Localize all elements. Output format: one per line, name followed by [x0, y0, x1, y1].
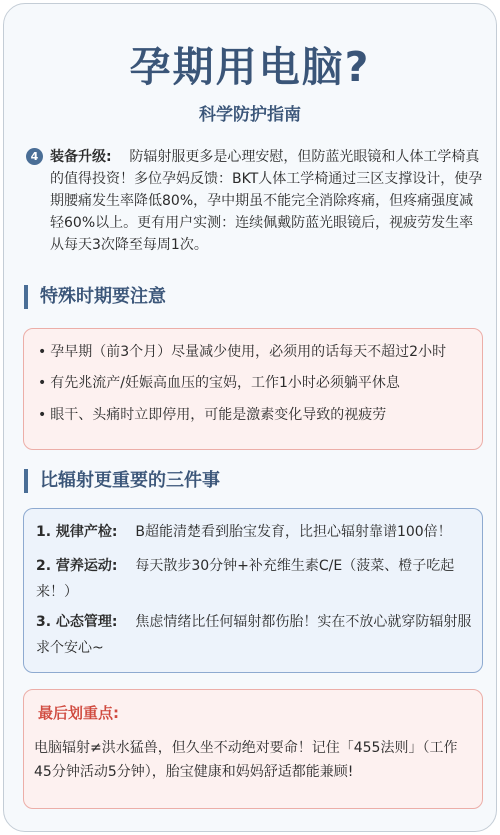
- three-things-box: [23, 508, 483, 673]
- special-period-box: [23, 328, 483, 450]
- list-item: [36, 609, 472, 661]
- list-item: • 眼干、头痛时立即停用，可能是激素变化导致的视疲劳: [38, 407, 387, 423]
- list-item: [36, 519, 472, 545]
- bullet-text: 眼干、头痛时立即停用，可能是激素变化导致的视疲劳: [50, 407, 387, 423]
- equipment-upgrade-label: 装备升级:: [50, 149, 112, 165]
- item-text: 焦虑情绪比任何辐射都伤胎！实在不放心就穿防辐射服求个安心~: [36, 614, 472, 656]
- page-title: 孕期用电脑?: [129, 43, 371, 91]
- key-points-title: 最后划重点:: [38, 704, 119, 722]
- key-points-box: [23, 689, 483, 809]
- section-heading-special: 特殊时期要注意: [24, 285, 166, 309]
- equipment-upgrade-text: [50, 146, 486, 256]
- item-text: 每天散步30分钟+补充维生素C/E（菠菜、橙子吃起来！）: [36, 558, 455, 600]
- item-text: B超能清楚看到胎宝发育，比担心辐射靠谱100倍！: [135, 524, 452, 540]
- list-item: • 孕早期（前3个月）尽量减少使用，必须用的话每天不超过2小时: [38, 344, 447, 360]
- number-badge: 4: [26, 148, 43, 165]
- bullet-text: 有先兆流产/妊娠高血压的宝妈，工作1小时必须躺平休息: [50, 375, 400, 391]
- item-label: 2. 营养运动:: [36, 558, 118, 574]
- page-subtitle: 科学防护指南: [199, 105, 301, 125]
- list-item: [36, 553, 472, 605]
- infographic-card: [3, 3, 497, 832]
- bullet-text: 孕早期（前3个月）尽量减少使用，必须用的话每天不超过2小时: [50, 344, 447, 360]
- key-points-text: 电脑辐射≠洪水猛兽，但久坐不动绝对要命！记住「455法则」（工作45分钟活动5分钟），胎宝健康和妈妈舒适都能兼顾!: [34, 740, 458, 780]
- equipment-upgrade-body: 防辐射服更多是心理安慰，但防蓝光眼镜和人体工学椅真的值得投资！多位孕妈反馈：BKT人体工学椅通过三区支撑设计，使孕期腰痛发生率降低80%，孕中期虽不能完全消除疼痛，但疼痛强度减轻60%以上。更有用户实测：连续佩戴防蓝光眼镜后，视疲劳发生率从每天3次降至每周1次。: [50, 149, 483, 253]
- list-item: • 有先兆流产/妊娠高血压的宝妈，工作1小时必须躺平休息: [38, 375, 400, 391]
- section-heading-three-things: 比辐射更重要的三件事: [24, 469, 220, 493]
- item-label: 3. 心态管理:: [36, 614, 118, 630]
- item-label: 1. 规律产检:: [36, 524, 118, 540]
